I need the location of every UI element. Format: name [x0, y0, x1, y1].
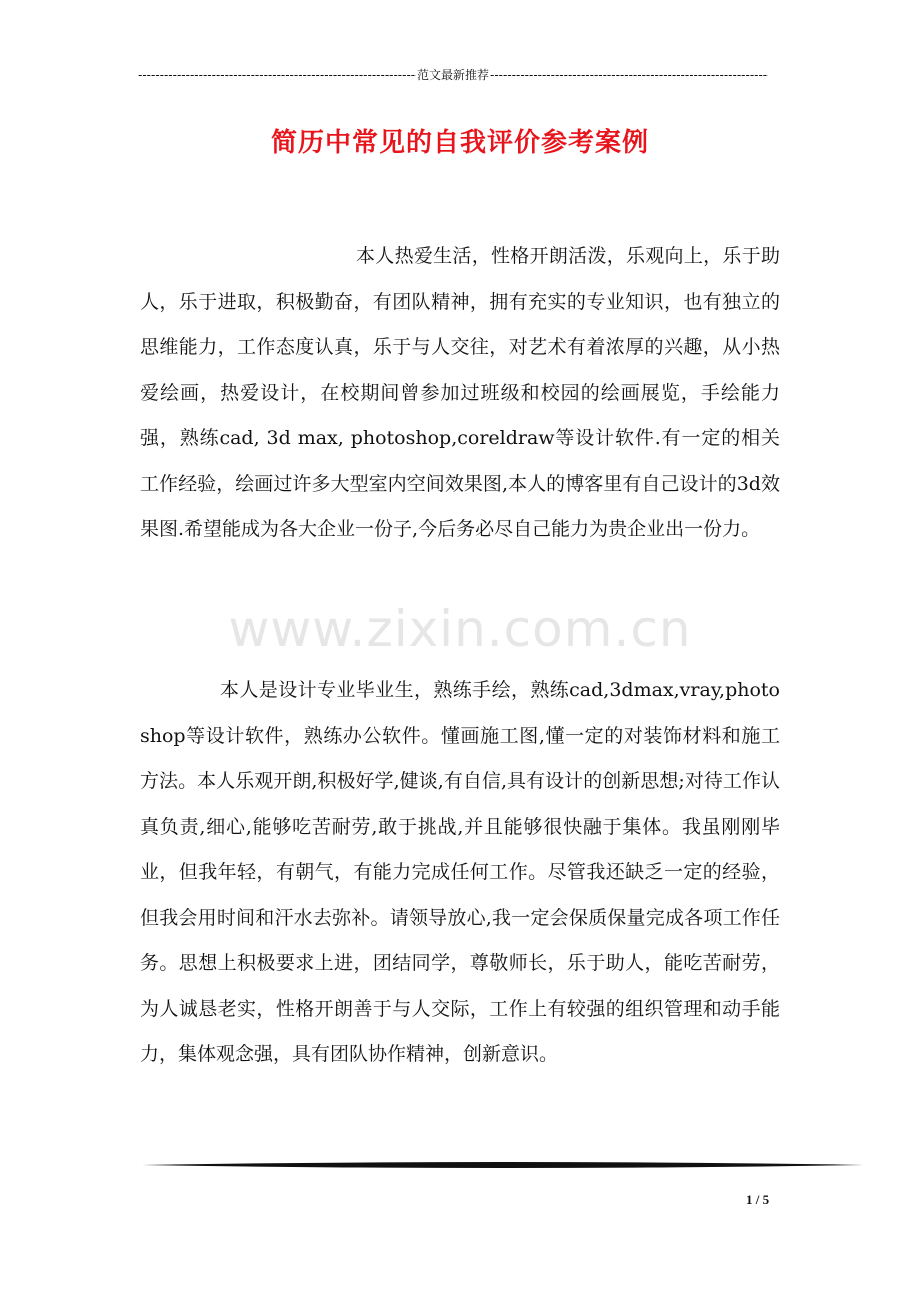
document-title: 简历中常见的自我评价参考案例 [270, 128, 649, 158]
header-dash-left [138, 68, 416, 82]
paragraph-2: 本人是设计专业毕业生，熟练手绘，熟练cad,3dmax,vray,photoshop等设计软件，熟练办公软件。懂画施工图,懂一定的对装饰材料和施工方法。本人乐观开朗,积极好学,健谈,有自信,具有设计的创新思想;对待工作认真负责,细心,能够吃苦耐劳,敢于挑战,并且能够很快融于集体。我虽刚刚毕业，但我年轻，有朝气，有能力完成任何工作。尽管我还缺乏一定的经验，但我会用时间和汗水去弥补。请领导放心,我一定会保质保量完成各项工作任务。思想上积极要求上进，团结同学，尊敬师长，乐于助人，能吃苦耐劳，为人诚恳老实，性格开朗善于与人交际，工作上有较强的组织管理和动手能力，集体观念强，具有团队协作精神，创新意识。 [140, 679, 780, 1065]
header-label: 范文最新推荐 [417, 68, 490, 82]
watermark: www.zixin.com.cn [228, 600, 692, 658]
paragraph-1: 本人热爱生活，性格开朗活泼，乐观向上，乐于助人，乐于进取，积极勤奋，有团队精神，拥有充实的专业知识，也有独立的思维能力，工作态度认真，乐于与人交往，对艺术有着浓厚的兴趣，从小热爱绘画，热爱设计，在校期间曾参加过班级和校园的绘画展览，手绘能力强，熟练cad, 3d max, photoshop,coreldraw等设计软件.有一定的相关工作经验，绘画过许多大型室内空间效果图,本人的博客里有自己设计的3d效果图.希望能成为各大企业一份子,今后务必尽自己能力为贵企业出一份力。 [140, 245, 780, 540]
page-number: 1 / 5 [746, 1192, 770, 1207]
header-dash-right [490, 68, 768, 82]
footer-rule [142, 1160, 864, 1170]
header-line [138, 66, 768, 83]
